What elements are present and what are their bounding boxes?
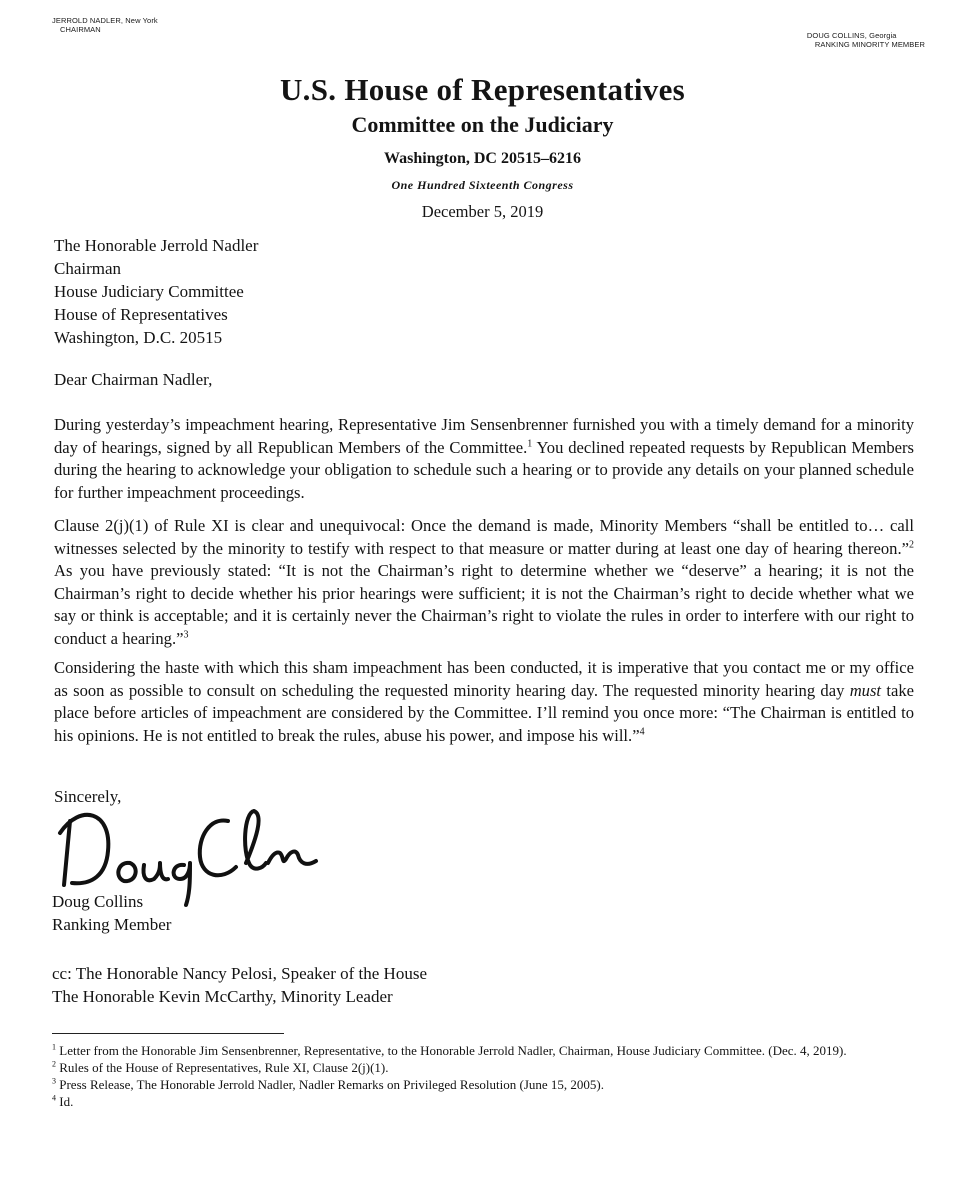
body-paragraph-1: [54, 414, 914, 504]
footnote-text: Id.: [56, 1094, 74, 1109]
footnote: [52, 1094, 872, 1110]
recipient-line: House Judiciary Committee: [54, 282, 244, 301]
footnote-divider: [52, 1033, 284, 1034]
paragraph-text: You declined repeated requests by Republican Members during the hearing to acknowledge your obligation to schedule such a hearing or to provide any details on your planned schedule for further impeachment proceedings.: [54, 437, 914, 502]
letterhead-org-name: U.S. House of Representatives: [279, 72, 686, 107]
footnote-text: Press Release, The Honorable Jerrold Nadler, Nadler Remarks on Privileged Resolution (June 15, 2005).: [56, 1077, 604, 1092]
salutation: Dear Chairman Nadler,: [54, 370, 213, 389]
footnote-text: Letter from the Honorable Jim Sensenbrenner, Representative, to the Honorable Jerrold Nadler, Chairman, House Judiciary Committee. (Dec. 4, 2019).: [56, 1043, 847, 1058]
cc-line: cc: The Honorable Nancy Pelosi, Speaker of the House: [52, 964, 427, 983]
signer-title: Ranking Member: [52, 915, 172, 934]
ranking-member-title: RANKING MINORITY MEMBER: [814, 40, 925, 49]
cc-block: [52, 962, 427, 1008]
footnotes: [52, 1043, 872, 1111]
footnote: [52, 1043, 872, 1059]
footnote-number: 1: [52, 1042, 56, 1052]
footnote: [52, 1077, 872, 1093]
letterhead-congress: One Hundred Sixteenth Congress: [391, 178, 574, 192]
chairman-name: JERROLD NADLER, New York: [52, 16, 158, 25]
chairman-title: CHAIRMAN: [60, 25, 101, 34]
letter-date: December 5, 2019: [421, 202, 544, 221]
recipient-line: Washington, D.C. 20515: [54, 328, 223, 347]
letterhead-city: Washington, DC 20515–6216: [384, 150, 581, 167]
closing: Sincerely,: [54, 787, 122, 806]
chairman-block: [52, 16, 158, 34]
footnote-ref: 1: [527, 438, 533, 450]
footnote-number: 2: [52, 1059, 56, 1069]
cc-line: The Honorable Kevin McCarthy, Minority Leader: [52, 987, 393, 1006]
recipient-line: The Honorable Jerrold Nadler: [54, 236, 259, 255]
body-paragraph-3: [54, 657, 914, 747]
paragraph-text: take place before articles of impeachment are considered by the Committee. I’ll remind you once more: “The Chairman is entitled to his opinions. He is not entitled to break the rules, abuse his power, and impose his will.”: [54, 680, 914, 745]
body-paragraph-2: [54, 515, 914, 651]
footnote-text: Rules of the House of Representatives, Rule XI, Clause 2(j)(1).: [56, 1060, 389, 1075]
footnote-ref: 4: [639, 726, 645, 738]
footnote-number: 3: [52, 1076, 56, 1086]
signer-block: [52, 890, 171, 936]
paragraph-text: Clause 2(j)(1) of Rule XI is clear and unequivocal: Once the demand is made, Minority Members “shall be entitled to… call witnesses selected by the minority to testify with respect to that measure or matter during at least one day of hearing thereon.”: [54, 516, 914, 558]
ranking-member-name: DOUG COLLINS, Georgia: [806, 31, 897, 40]
footnote-ref: 2: [909, 539, 914, 551]
recipient-line: Chairman: [54, 259, 122, 278]
recipient-address: [54, 234, 258, 349]
footnote-number: 4: [52, 1093, 56, 1103]
recipient-line: House of Representatives: [54, 305, 228, 324]
footnote-ref: 3: [183, 629, 189, 641]
emphasis-text: must: [849, 680, 882, 700]
ranking-member-block: [807, 31, 925, 49]
paragraph-text: During yesterday’s impeachment hearing, Representative Jim Sensenbrenner furnished you with a timely demand for a minority day of hearings, signed by all Republican Members of the Committee.: [54, 415, 914, 457]
paragraph-text: Considering the haste with which this sham impeachment has been conducted, it is imperative that you contact me or my office as soon as possible to consult on scheduling the requested minority hearing day. The requested minority hearing day: [54, 658, 914, 700]
footnote: [52, 1060, 872, 1076]
paragraph-text: As you have previously stated: “It is not the Chairman’s right to determine whether we “deserve” a hearing; it is not the Chairman’s right to decide whether his prior hearings were sufficient; it is not the Chairman’s right to decide whether what we say or think is acceptable; and it is certainly never the Chairman’s right to violate the rules in order to interfere with our right to conduct a hearing.”: [54, 561, 914, 648]
signer-name: Doug Collins: [52, 892, 144, 911]
letterhead-committee: Committee on the Judiciary: [351, 112, 614, 137]
